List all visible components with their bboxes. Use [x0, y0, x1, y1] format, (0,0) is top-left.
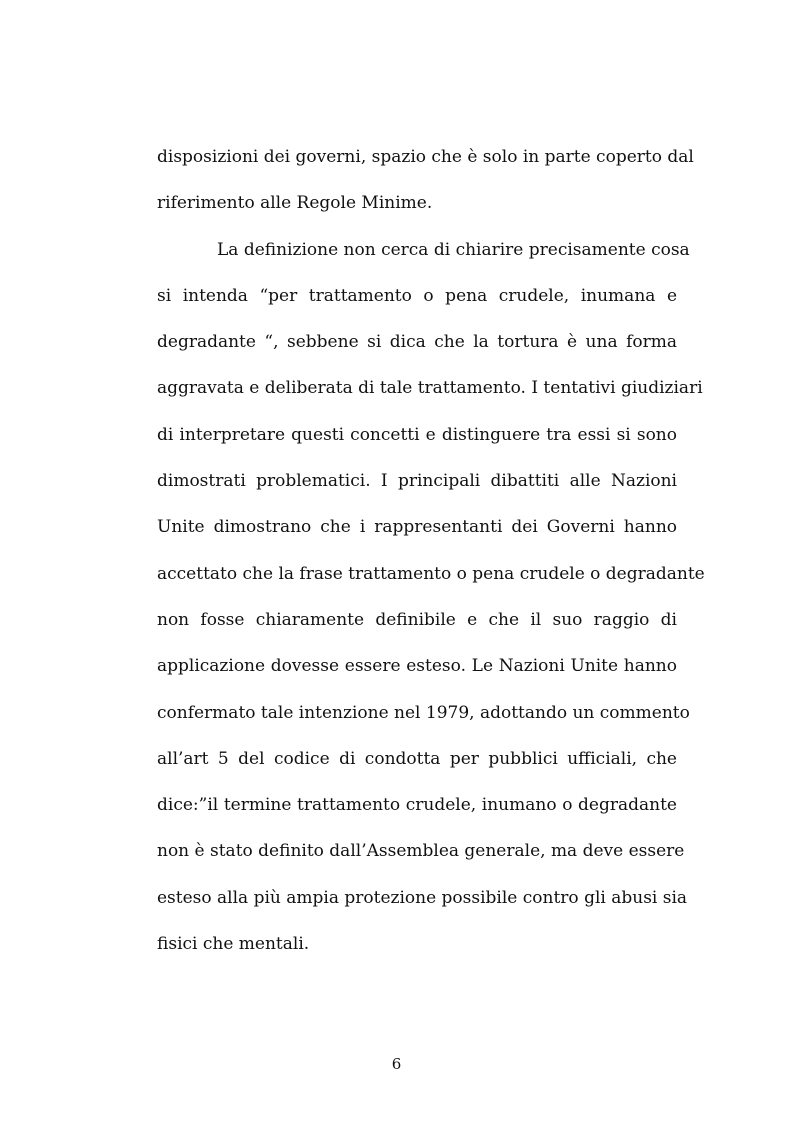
text-line: accettato che la frase trattamento o pena crudele o degradante: [157, 563, 705, 584]
text-line: non è stato definito dall’Assemblea generale, ma deve essere: [157, 841, 685, 862]
text-line: Unite dimostrano che i rappresentanti dei Governi hanno: [157, 517, 677, 538]
text-line: dimostrati problematici. I principali dibattiti alle Nazioni: [157, 471, 677, 492]
text-line: aggravata e deliberata di tale trattamento. I tentativi giudiziari: [157, 378, 703, 399]
text-line: disposizioni dei governi, spazio che è solo in parte coperto dal: [157, 147, 694, 167]
text-line: confermato tale intenzione nel 1979, adottando un commento: [157, 702, 690, 723]
text-line: riferimento alle Regole Minime.: [157, 193, 433, 214]
text-line: esteso alla più ampia protezione possibile contro gli abusi sia: [157, 887, 688, 908]
text-line: fisici che mentali.: [157, 934, 310, 955]
text-line: all’art 5 del codice di condotta per pubblici ufficiali, che: [157, 748, 677, 769]
text-line: dice:”il termine trattamento crudele, inumano o degradante: [157, 795, 677, 816]
text-line: applicazione dovesse essere esteso. Le Nazioni Unite hanno: [157, 656, 677, 677]
page-number: 6: [391, 1055, 402, 1073]
text-line: non fosse chiaramente definibile e che il suo raggio di: [157, 609, 677, 630]
text-line: si intenda “per trattamento o pena crudele, inumana e: [157, 285, 677, 306]
text-line: di interpretare questi concetti e distinguere tra essi si sono: [157, 424, 677, 445]
paragraph-first-line: La definizione non cerca di chiarire precisamente cosa: [217, 239, 690, 260]
body-text: [157, 138, 705, 971]
text-line: degradante “, sebbene si dica che la tortura è una forma: [157, 332, 677, 353]
